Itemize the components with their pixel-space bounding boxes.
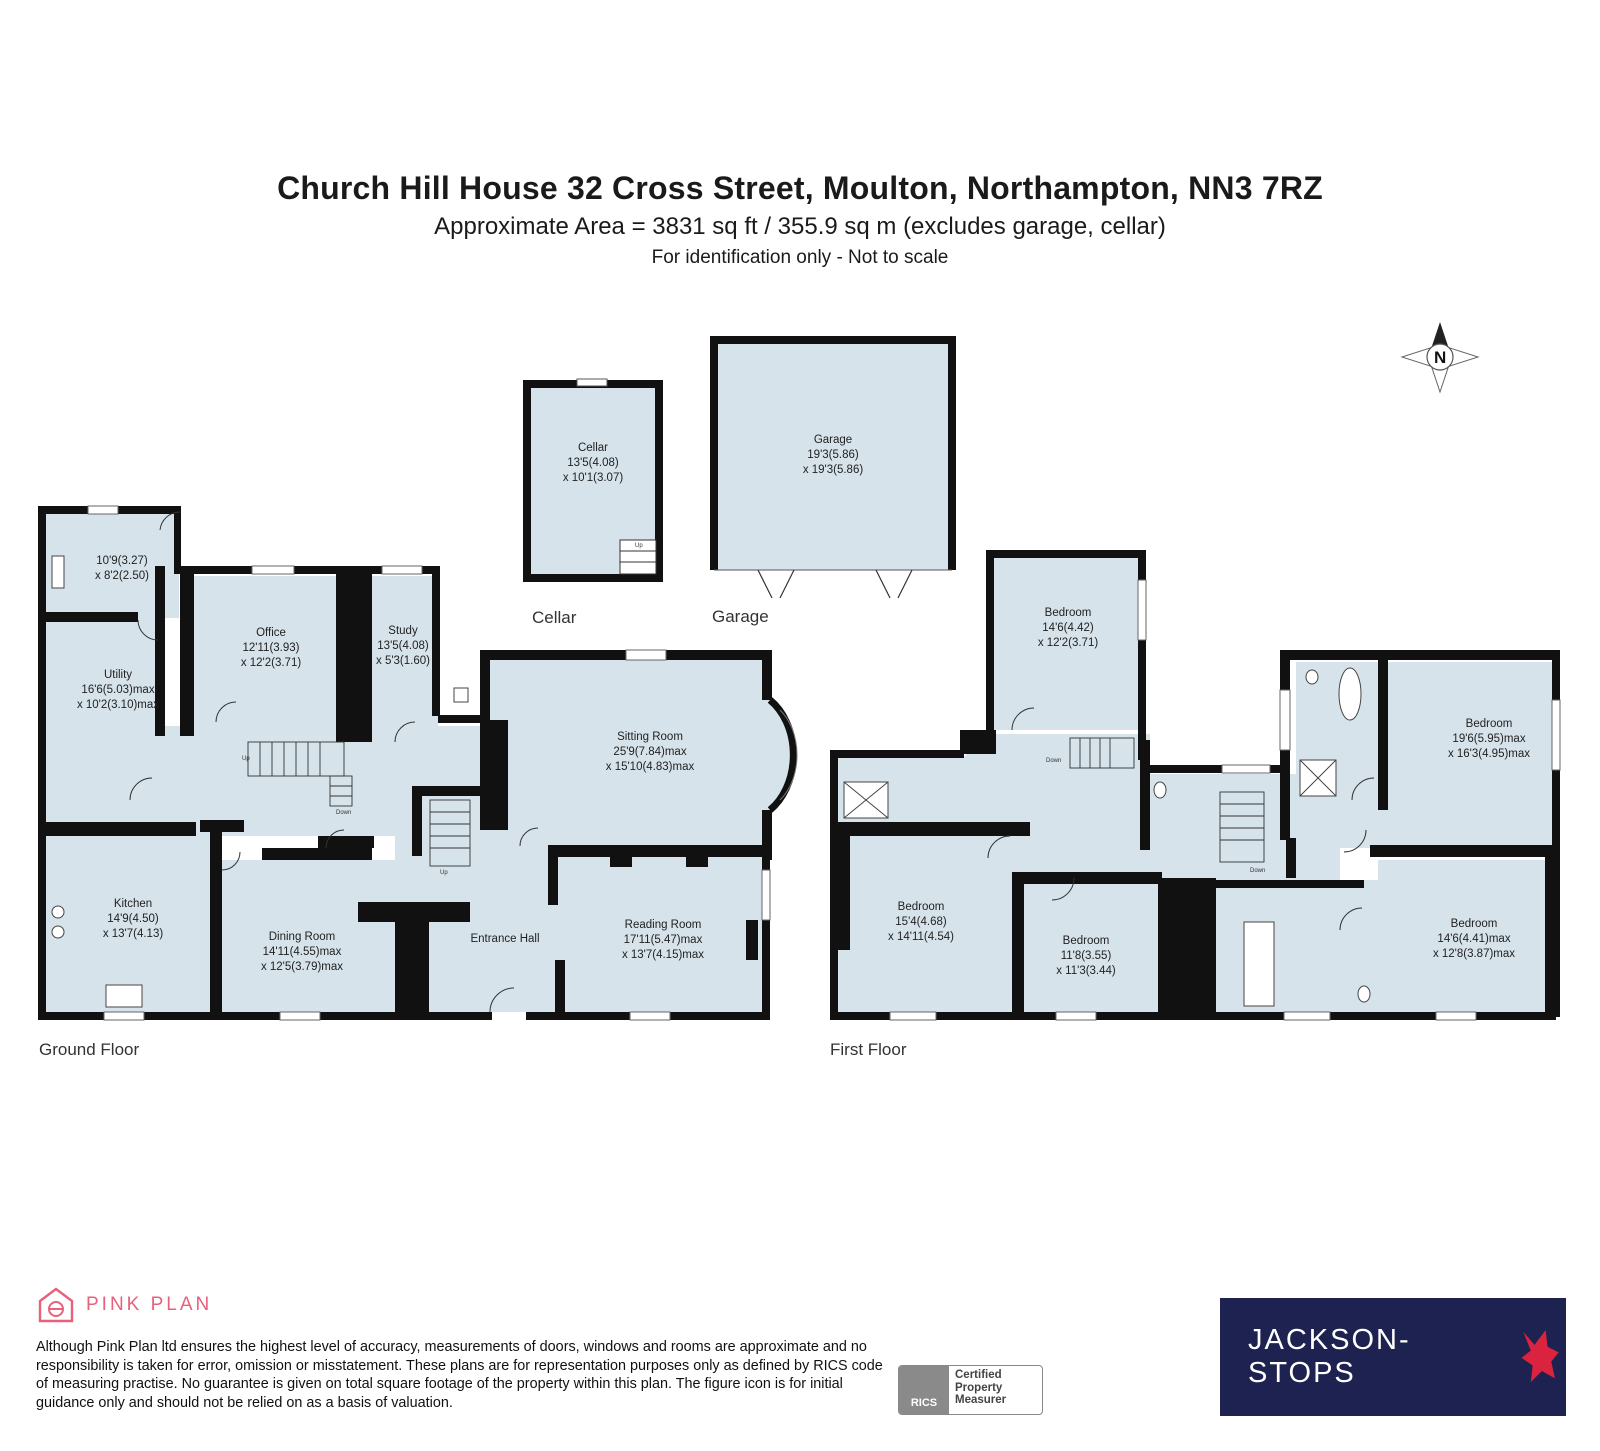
svg-text:Bedroom: Bedroom xyxy=(1465,718,1513,730)
svg-text:x 13'7(4.13): x 13'7(4.13) xyxy=(102,928,164,940)
room-label-sitting xyxy=(606,731,695,773)
pink-plan-logo-icon xyxy=(36,1285,76,1325)
svg-text:Garage: Garage xyxy=(813,434,853,446)
stair-down-label: Down xyxy=(1046,758,1062,764)
svg-text:x 12'2(3.71): x 12'2(3.71) xyxy=(240,657,302,669)
svg-text:14'6(4.41)max: 14'6(4.41)max xyxy=(1437,933,1511,945)
svg-text:Sitting Room: Sitting Room xyxy=(617,731,683,743)
svg-text:x 5'3(1.60): x 5'3(1.60) xyxy=(376,655,430,667)
brand-name: PINK PLAN xyxy=(86,1294,213,1315)
svg-text:19'3(5.86): 19'3(5.86) xyxy=(807,449,859,461)
svg-text:13'5(4.08): 13'5(4.08) xyxy=(377,640,429,652)
svg-text:x 12'5(3.79)max: x 12'5(3.79)max xyxy=(260,961,344,973)
svg-text:Reading Room: Reading Room xyxy=(624,919,702,931)
compass xyxy=(1402,322,1478,392)
floor-label-garage: Garage xyxy=(712,607,769,626)
room-label-bedroom-4 xyxy=(1056,935,1116,977)
svg-text:Bedroom: Bedroom xyxy=(1044,607,1092,619)
stair-up-label: Up xyxy=(440,870,448,876)
svg-text:25'9(7.84)max: 25'9(7.84)max xyxy=(613,746,687,758)
svg-text:Dining Room: Dining Room xyxy=(268,931,336,943)
disclaimer-text: Although Pink Plan ltd ensures the highest level of accuracy, measurements of doors, windows and rooms are approximate and no responsibility is taken for error, omission or misstatement. These plans are for representation purposes only as defined by RICS code of measuring practise. No guarantee is given on total square footage of the property within this plan. The figure icon is for initial guidance only and should not be relied on as a basis of valuation. xyxy=(36,1339,883,1411)
rics-text: Certified Property Measurer xyxy=(955,1369,1007,1406)
svg-text:11'8(3.55): 11'8(3.55) xyxy=(1060,950,1112,962)
svg-text:Kitchen: Kitchen xyxy=(113,898,153,910)
pink-plan-brand xyxy=(36,1283,212,1327)
svg-text:x 10'2(3.10)max: x 10'2(3.10)max xyxy=(76,699,160,711)
rics-badge xyxy=(898,1365,1043,1415)
svg-text:x 12'2(3.71): x 12'2(3.71) xyxy=(1037,637,1099,649)
fox-head-icon xyxy=(1514,1322,1566,1392)
svg-text:14'6(4.42): 14'6(4.42) xyxy=(1042,622,1094,634)
svg-text:17'11(5.47)max: 17'11(5.47)max xyxy=(623,934,703,946)
scale-note: For identification only - Not to scale xyxy=(651,247,949,268)
room-label-bedroom-1 xyxy=(1038,607,1099,649)
svg-text:x 13'7(4.15)max: x 13'7(4.15)max xyxy=(621,949,705,961)
svg-text:15'4(4.68): 15'4(4.68) xyxy=(895,916,947,928)
room-label-dining xyxy=(261,931,343,973)
window xyxy=(577,379,607,386)
svg-text:x 12'8(3.87)max: x 12'8(3.87)max xyxy=(1432,948,1516,960)
svg-text:x 14'11(4.54): x 14'11(4.54) xyxy=(888,931,954,943)
floor-label-ground: Ground Floor xyxy=(39,1040,140,1059)
property-title: Church Hill House 32 Cross Street, Moulton, Northampton, NN3 7RZ xyxy=(277,170,1323,206)
jackson-stops-logo xyxy=(1220,1298,1566,1416)
room-label-bedroom-3 xyxy=(888,901,954,943)
svg-text:14'9(4.50): 14'9(4.50) xyxy=(107,913,159,925)
svg-text:Bedroom: Bedroom xyxy=(1450,918,1498,930)
svg-text:Entrance Hall: Entrance Hall xyxy=(470,933,540,945)
room-label-reading xyxy=(622,919,704,961)
svg-text:Bedroom: Bedroom xyxy=(897,901,945,913)
floor-label-first: First Floor xyxy=(830,1040,907,1059)
svg-text:x 8'2(2.50): x 8'2(2.50) xyxy=(95,570,149,582)
svg-text:14'11(4.55)max: 14'11(4.55)max xyxy=(262,946,342,958)
svg-text:Cellar: Cellar xyxy=(577,442,609,454)
stair-up-label: Up xyxy=(635,543,643,549)
svg-text:10'9(3.27): 10'9(3.27) xyxy=(96,555,148,567)
svg-text:13'5(4.08): 13'5(4.08) xyxy=(567,457,619,469)
agent-name: JACKSON-STOPS xyxy=(1248,1324,1411,1389)
svg-text:16'6(5.03)max: 16'6(5.03)max xyxy=(81,684,155,696)
svg-text:x 10'1(3.07): x 10'1(3.07) xyxy=(562,472,624,484)
room-label-entrance xyxy=(470,933,539,945)
rics-mark: RICS xyxy=(899,1366,949,1414)
floor-label-cellar: Cellar xyxy=(532,608,577,627)
svg-text:12'11(3.93): 12'11(3.93) xyxy=(242,642,300,654)
svg-text:x 11'3(3.44): x 11'3(3.44) xyxy=(1056,965,1116,977)
stair-up-label: Up xyxy=(242,756,250,762)
svg-text:x 19'3(5.86): x 19'3(5.86) xyxy=(802,464,864,476)
svg-text:x 15'10(4.83)max: x 15'10(4.83)max xyxy=(605,761,695,773)
garage-doors xyxy=(758,570,912,598)
compass-north-label: N xyxy=(1434,348,1447,367)
svg-text:Study: Study xyxy=(388,625,418,637)
svg-text:19'6(5.95)max: 19'6(5.95)max xyxy=(1452,733,1526,745)
svg-text:Utility: Utility xyxy=(103,669,133,681)
svg-text:x 16'3(4.95)max: x 16'3(4.95)max xyxy=(1447,748,1531,760)
stair-down-label: Down xyxy=(1250,868,1266,874)
stair-down-label: Down xyxy=(336,810,352,816)
area-summary: Approximate Area = 3831 sq ft / 355.9 sq m (excludes garage, cellar) xyxy=(434,213,1166,240)
svg-text:Bedroom: Bedroom xyxy=(1062,935,1110,947)
svg-text:Office: Office xyxy=(256,627,286,639)
